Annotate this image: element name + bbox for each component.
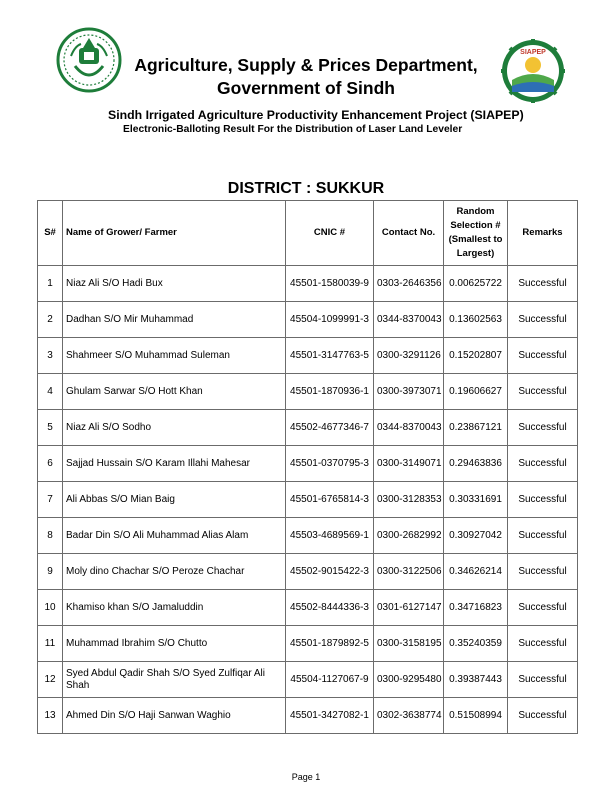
cell-cnic: 45501-3147763-5 [286, 338, 374, 374]
cell-sno: 1 [38, 266, 63, 302]
table-row [38, 662, 578, 698]
cell-grower-name: Muhammad Ibrahim S/O Chutto [63, 626, 286, 662]
cell-sno: 2 [38, 302, 63, 338]
project-title: Sindh Irrigated Agriculture Productivity Enhancement Project (SIAPEP) [108, 108, 524, 122]
cell-random-selection: 0.00625722 [444, 266, 508, 302]
cell-random-selection: 0.19606627 [444, 374, 508, 410]
header-contact: Contact No. [374, 201, 444, 266]
cell-contact: 0301-6127147 [374, 590, 444, 626]
table-row [38, 410, 578, 446]
cell-cnic: 45501-1580039-9 [286, 266, 374, 302]
cell-remarks: Successful [508, 662, 578, 698]
cell-random-selection: 0.34716823 [444, 590, 508, 626]
cell-remarks: Successful [508, 302, 578, 338]
cell-random-selection: 0.30927042 [444, 518, 508, 554]
cell-remarks: Successful [508, 338, 578, 374]
cell-contact: 0300-3122506 [374, 554, 444, 590]
cell-remarks: Successful [508, 518, 578, 554]
department-title: Agriculture, Supply & Prices Department, [134, 55, 478, 75]
header-name: Name of Grower/ Farmer [63, 201, 286, 266]
cell-contact: 0302-3638774 [374, 698, 444, 734]
cell-contact: 0300-2682992 [374, 518, 444, 554]
document-subtitle: Electronic-Balloting Result For the Distribution of Laser Land Leveler [123, 124, 463, 135]
cell-contact: 0300-3149071 [374, 446, 444, 482]
table-row [38, 554, 578, 590]
cell-random-selection: 0.39387443 [444, 662, 508, 698]
table-row [38, 698, 578, 734]
cell-random-selection: 0.35240359 [444, 626, 508, 662]
page-number: Page 1 [291, 772, 321, 782]
cell-sno: 6 [38, 446, 63, 482]
cell-cnic: 45502-9015422-3 [286, 554, 374, 590]
cell-contact: 0300-3128353 [374, 482, 444, 518]
cell-remarks: Successful [508, 410, 578, 446]
header-remarks: Remarks [508, 201, 578, 266]
table-row [38, 446, 578, 482]
cell-cnic: 45501-1879892-5 [286, 626, 374, 662]
cell-random-selection: 0.34626214 [444, 554, 508, 590]
siapep-logo-text: SIAPEP [520, 49, 546, 56]
table-row [38, 338, 578, 374]
cell-random-selection: 0.51508994 [444, 698, 508, 734]
cell-cnic: 45503-4689569-1 [286, 518, 374, 554]
cell-random-selection: 0.29463836 [444, 446, 508, 482]
cell-remarks: Successful [508, 698, 578, 734]
cell-contact: 0300-3291126 [374, 338, 444, 374]
cell-grower-name: Syed Abdul Qadir Shah S/O Syed Zulfiqar Ali Shah [63, 662, 286, 698]
cell-remarks: Successful [508, 590, 578, 626]
cell-sno: 11 [38, 626, 63, 662]
government-title: Government of Sindh [217, 78, 395, 98]
cell-grower-name: Ghulam Sarwar S/O Hott Khan [63, 374, 286, 410]
cell-remarks: Successful [508, 626, 578, 662]
cell-grower-name: Niaz Ali S/O Sodho [63, 410, 286, 446]
header-cnic: CNIC # [286, 201, 374, 266]
cell-remarks: Successful [508, 482, 578, 518]
cell-sno: 7 [38, 482, 63, 518]
cell-cnic: 45502-8444336-3 [286, 590, 374, 626]
cell-sno: 13 [38, 698, 63, 734]
cell-random-selection: 0.13602563 [444, 302, 508, 338]
cell-remarks: Successful [508, 446, 578, 482]
cell-contact: 0303-2646356 [374, 266, 444, 302]
cell-remarks: Successful [508, 374, 578, 410]
cell-cnic: 45501-0370795-3 [286, 446, 374, 482]
balloting-results-table [37, 200, 578, 734]
cell-random-selection: 0.15202807 [444, 338, 508, 374]
district-heading: DISTRICT : SUKKUR [227, 180, 385, 197]
cell-contact: 0344-8370043 [374, 302, 444, 338]
cell-sno: 10 [38, 590, 63, 626]
cell-grower-name: Ahmed Din S/O Haji Sanwan Waghio [63, 698, 286, 734]
cell-remarks: Successful [508, 266, 578, 302]
cell-sno: 12 [38, 662, 63, 698]
cell-cnic: 45501-1870936-1 [286, 374, 374, 410]
table-header-row [38, 201, 578, 266]
cell-random-selection: 0.30331691 [444, 482, 508, 518]
cell-sno: 9 [38, 554, 63, 590]
table-row [38, 374, 578, 410]
cell-grower-name: Shahmeer S/O Muhammad Suleman [63, 338, 286, 374]
header-random-selection: Random Selection # (Smallest to Largest) [444, 201, 508, 266]
cell-cnic: 45504-1127067-9 [286, 662, 374, 698]
cell-sno: 5 [38, 410, 63, 446]
table-row [38, 590, 578, 626]
cell-cnic: 45502-4677346-7 [286, 410, 374, 446]
table-row [38, 482, 578, 518]
cell-cnic: 45501-6765814-3 [286, 482, 374, 518]
cell-cnic: 45501-3427082-1 [286, 698, 374, 734]
cell-grower-name: Sajjad Hussain S/O Karam Illahi Mahesar [63, 446, 286, 482]
cell-sno: 4 [38, 374, 63, 410]
table-row [38, 518, 578, 554]
cell-contact: 0344-8370043 [374, 410, 444, 446]
cell-grower-name: Khamiso khan S/O Jamaluddin [63, 590, 286, 626]
cell-remarks: Successful [508, 554, 578, 590]
cell-random-selection: 0.23867121 [444, 410, 508, 446]
table-row [38, 302, 578, 338]
cell-grower-name: Badar Din S/O Ali Muhammad Alias Alam [63, 518, 286, 554]
table-row [38, 626, 578, 662]
header-sno: S# [38, 201, 63, 266]
cell-grower-name: Ali Abbas S/O Mian Baig [63, 482, 286, 518]
cell-cnic: 45504-1099991-3 [286, 302, 374, 338]
cell-grower-name: Niaz Ali S/O Hadi Bux [63, 266, 286, 302]
cell-grower-name: Moly dino Chachar S/O Peroze Chachar [63, 554, 286, 590]
cell-sno: 8 [38, 518, 63, 554]
cell-grower-name: Dadhan S/O Mir Muhammad [63, 302, 286, 338]
cell-contact: 0300-3973071 [374, 374, 444, 410]
table-row [38, 266, 578, 302]
cell-sno: 3 [38, 338, 63, 374]
cell-contact: 0300-3158195 [374, 626, 444, 662]
cell-contact: 0300-9295480 [374, 662, 444, 698]
